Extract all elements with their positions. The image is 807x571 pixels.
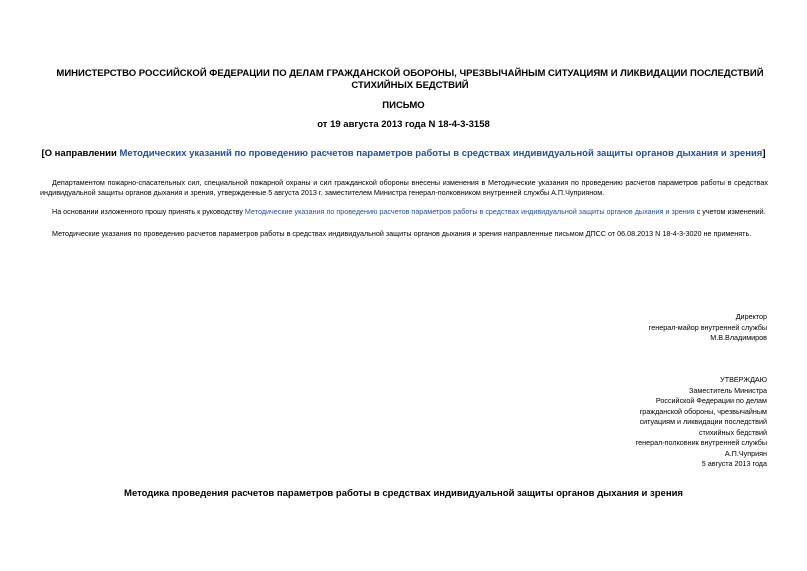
document-subject — [0, 148, 807, 159]
subject-open: [О направлении — [41, 148, 120, 159]
approval-line: стихийных бедствий — [698, 427, 767, 437]
subject-link[interactable]: Методических указаний по проведению расчетов параметров работы в средствах индивидуальной защиты органов дыхания и зрения — [119, 148, 763, 159]
p2-text-end: с учетом изменений. — [694, 207, 766, 216]
body-paragraph-2 — [40, 207, 768, 217]
method-title: Методика проведения расчетов параметров работы в средствах индивидуальной защиты органов дыхания и зрения — [124, 488, 683, 499]
p2-link[interactable]: Методические указания по проведению расчетов параметров работы в средствах индивидуальной защиты органов дыхания и зрения — [244, 207, 695, 216]
approval-line: Заместитель Министра — [689, 385, 767, 395]
ministry-heading: МИНИСТЕРСТВО РОССИЙСКОЙ ФЕДЕРАЦИИ ПО ДЕЛАМ ГРАЖДАНСКОЙ ОБОРОНЫ, ЧРЕЗВЫЧАЙНЫМ СИТУАЦИЯМ И ЛИКВИДАЦИИ ПОСЛЕДСТВИЙ СТИХИЙНЫХ БЕДСТВИЙ — [56, 68, 764, 91]
p2-text-start: На основании изложенного прошу принять к руководству — [52, 207, 245, 216]
body-paragraph-1: Департаментом пожарно-спасательных сил, специальной пожарной охраны и сил гражданской обороны внесены изменения в Методические указания по проведению расчетов параметров работы в средствах индивидуальной защиты органов дыхания и зрения, утвержденные 5 августа 2013 г. заместителем Министра генерал-полковником внутренней службы А.П.Чуприяном. — [40, 178, 768, 197]
body-paragraph-3: Методические указания по проведению расчетов параметров работы в средствах индивидуальной защиты органов дыхания и зрения направленные письмом ДПСС от 06.08.2013 N 18-4-3-3020 не применять. — [52, 229, 752, 238]
document-type: ПИСЬМО — [382, 100, 425, 111]
approval-line: ситуациям и ликвидации последствий — [639, 417, 767, 426]
approval-block — [467, 375, 767, 470]
approval-line: А.П.Чуприян — [724, 448, 767, 458]
approval-line: 5 августа 2013 года — [701, 459, 767, 468]
signature-line: М.В.Владимиров — [710, 333, 767, 342]
subject-close: ] — [762, 148, 766, 159]
director-signature — [467, 312, 767, 344]
approval-line: гражданской обороны, чрезвычайным — [639, 406, 767, 416]
signature-line: Директор — [735, 312, 767, 321]
document-date: от 19 августа 2013 года N 18-4-3-3158 — [317, 119, 490, 130]
signature-line: генерал-майор внутренней службы — [648, 322, 767, 332]
approval-line: УТВЕРЖДАЮ — [720, 375, 767, 384]
approval-line: Российской Федерации по делам — [655, 396, 767, 405]
approval-line: генерал-полковник внутренней службы — [635, 438, 767, 447]
